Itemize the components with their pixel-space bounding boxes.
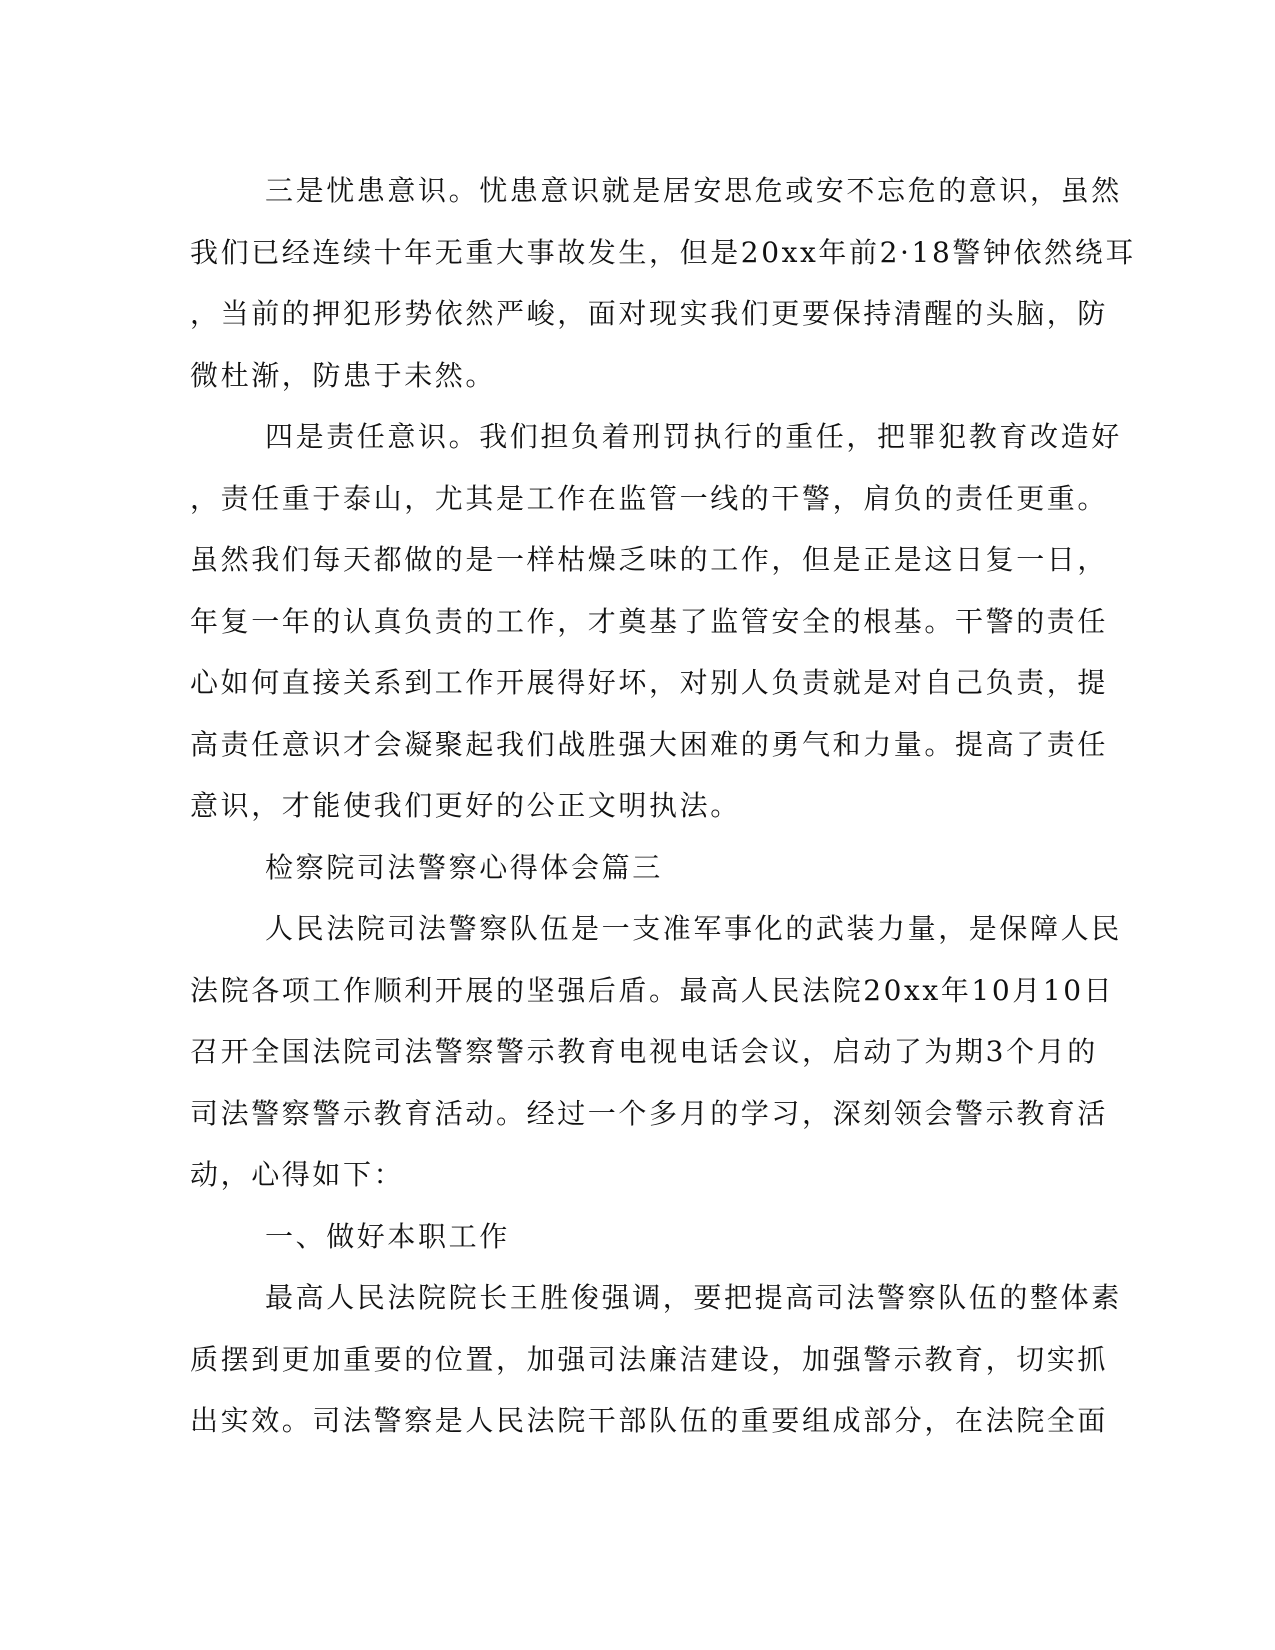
paragraph-line: 动，心得如下： xyxy=(190,1158,405,1191)
paragraph-line: 四是责任意识。我们担负着刑罚执行的重任，把罪犯教育改造好 xyxy=(265,420,1122,453)
paragraph-line: 我们已经连续十年无重大事故发生，但是20xx年前2·18警钟依然绕耳 xyxy=(190,235,1136,269)
paragraph-line: 质摆到更加重要的位置，加强司法廉洁建设，加强警示教育，切实抓 xyxy=(190,1342,1109,1376)
paragraph-line: 人民法院司法警察队伍是一支准军事化的武装力量，是保障人民 xyxy=(265,912,1122,945)
paragraph-line: 法院各项工作顺利开展的坚强后盾。最高人民法院20xx年10月10日 xyxy=(190,973,1115,1007)
paragraph-line: 微杜渐，防患于未然。 xyxy=(190,358,497,392)
paragraph-line: 高责任意识才会凝聚起我们战胜强大困难的勇气和力量。提高了责任 xyxy=(190,727,1109,761)
section-heading: 检察院司法警察心得体会篇三 xyxy=(265,850,663,884)
paragraph-line: 最高人民法院院长王胜俊强调，要把提高司法警察队伍的整体素 xyxy=(265,1281,1122,1314)
paragraph-line: 召开全国法院司法警察警示教育电视电话会议，启动了为期3个月的 xyxy=(190,1035,1098,1068)
paragraph-line: 年复一年的认真负责的工作，才奠基了监管安全的根基。干警的责任 xyxy=(190,604,1109,638)
paragraph-line: 虽然我们每天都做的是一样枯燥乏味的工作，但是正是这日复一日， xyxy=(190,543,1109,576)
paragraph-line: 心如何直接关系到工作开展得好坏，对别人负责就是对自己负责，提 xyxy=(190,666,1109,699)
paragraph-line: 出实效。司法警察是人民法院干部队伍的重要组成部分，在法院全面 xyxy=(190,1404,1109,1437)
paragraph-line: 司法警察警示教育活动。经过一个多月的学习，深刻领会警示教育活 xyxy=(190,1096,1109,1130)
document-body xyxy=(190,160,1136,1452)
paragraph-line: ，责任重于泰山，尤其是工作在监管一线的干警，肩负的责任更重。 xyxy=(190,481,1109,515)
paragraph-line: ，当前的押犯形势依然严峻，面对现实我们更要保持清醒的头脑，防 xyxy=(190,297,1109,330)
paragraph-line: 三是忧患意识。忧患意识就是居安思危或安不忘危的意识，虽然 xyxy=(265,174,1122,207)
subsection-heading: 一、做好本职工作 xyxy=(265,1219,510,1253)
paragraph-line: 意识，才能使我们更好的公正文明执法。 xyxy=(190,789,741,822)
